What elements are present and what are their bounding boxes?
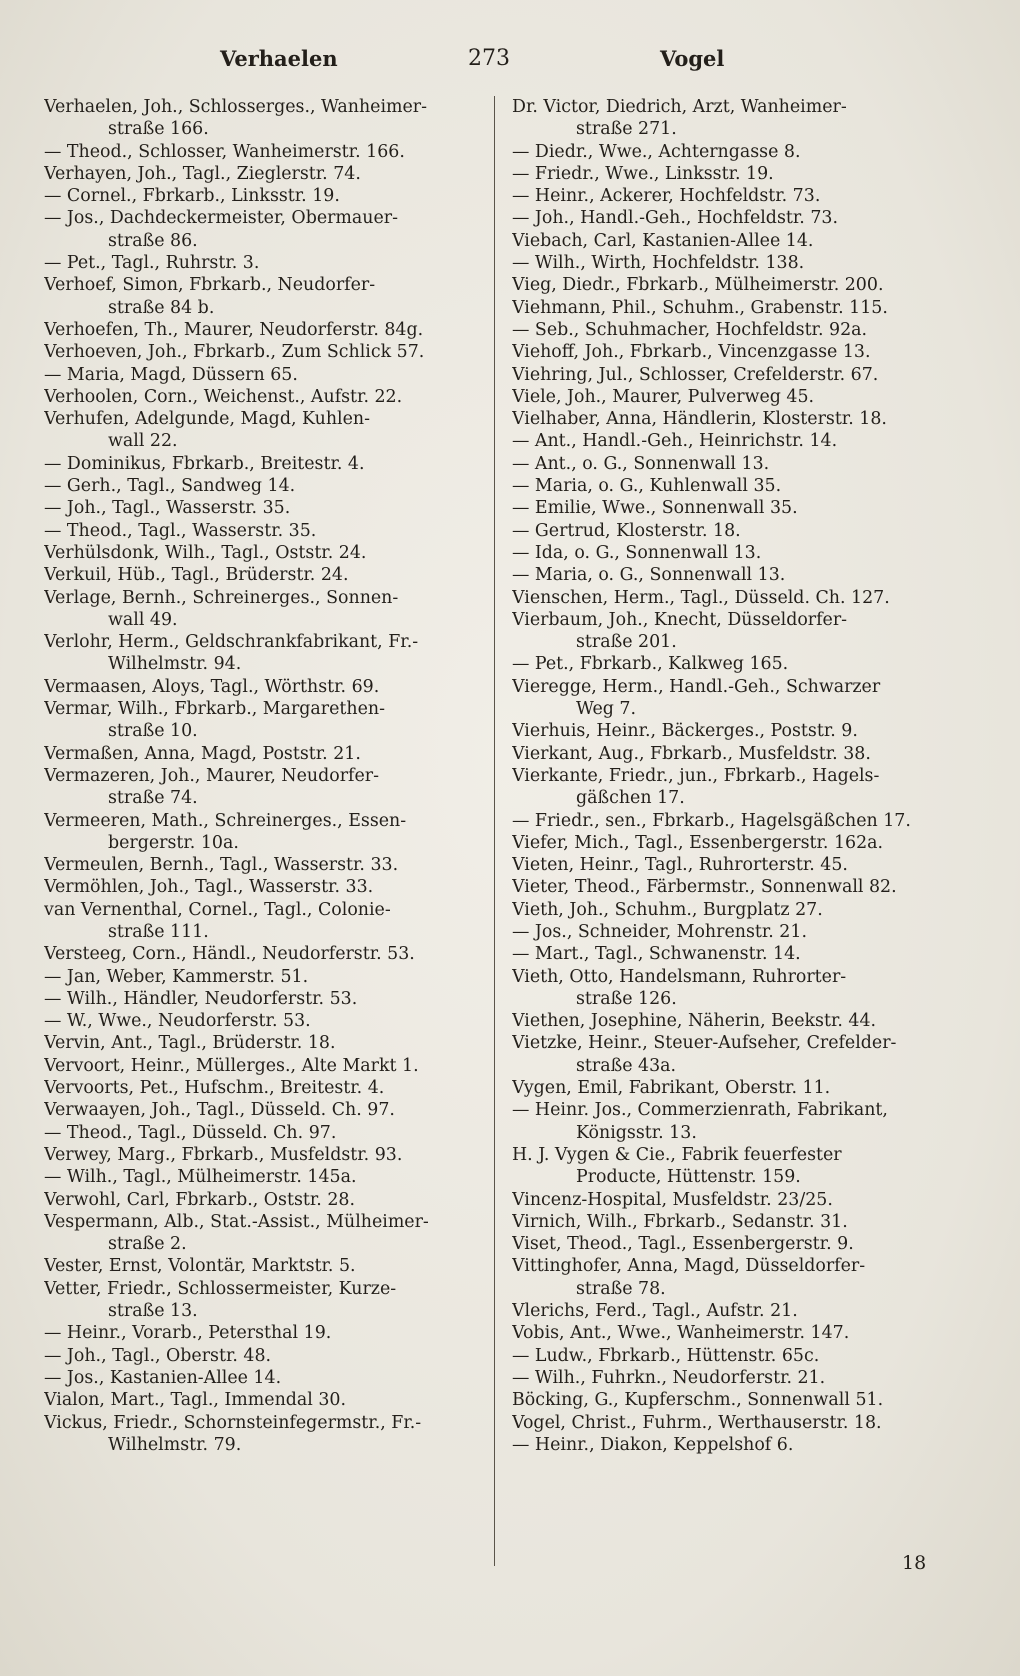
directory-line: — Jos., Kastanien-Allee 14.	[44, 1367, 282, 1388]
directory-line: Verlohr, Herm., Geldschrankfabrikant, Fr.-	[44, 632, 419, 653]
directory-line: Vierhuis, Heinr., Bäckerges., Poststr. 9.	[512, 721, 858, 742]
running-header	[0, 46, 1020, 76]
folio-mark: 18	[902, 1552, 927, 1574]
directory-line: — Pet., Tagl., Ruhrstr. 3.	[44, 253, 260, 274]
directory-line: — Dominikus, Fbrkarb., Breitestr. 4.	[44, 453, 365, 474]
directory-line: Vieg, Diedr., Fbrkarb., Mülheimerstr. 200.	[512, 275, 884, 296]
directory-line: — Seb., Schuhmacher, Hochfeldstr. 92a.	[512, 319, 868, 340]
directory-line: straße 111.	[108, 921, 209, 942]
directory-line: straße 271.	[576, 119, 677, 140]
directory-line: — Ant., o. G., Sonnenwall 13.	[512, 453, 770, 474]
directory-line: Vickus, Friedr., Schornsteinfegermstr., Fr.-	[44, 1412, 422, 1433]
directory-line: — Joh., Tagl., Oberstr. 48.	[44, 1345, 272, 1366]
directory-line: Verhoolen, Corn., Weichenst., Aufstr. 22.	[44, 386, 403, 407]
header-first-entry: Verhaelen	[220, 46, 338, 71]
directory-line: Viefer, Mich., Tagl., Essenbergerstr. 162a.	[512, 832, 884, 853]
directory-line: — Wilh., Tagl., Mülheimerstr. 145a.	[44, 1167, 357, 1188]
directory-line: Vermazeren, Joh., Maurer, Neudorfer-	[44, 765, 379, 786]
directory-line: Vermaasen, Aloys, Tagl., Wörthstr. 69.	[44, 676, 380, 697]
directory-line: Königsstr. 13.	[576, 1122, 697, 1143]
directory-line: — Joh., Handl.-Geh., Hochfeldstr. 73.	[512, 208, 838, 229]
left-column	[44, 96, 482, 1456]
header-last-entry: Vogel	[660, 46, 725, 71]
directory-line: Vlerichs, Ferd., Tagl., Aufstr. 21.	[512, 1301, 798, 1322]
directory-line: Weg 7.	[576, 699, 637, 720]
directory-line: straße 43a.	[576, 1055, 677, 1076]
directory-line: Vervoort, Heinr., Müllerges., Alte Markt 1.	[44, 1055, 419, 1076]
directory-line: Vieth, Otto, Handelsmann, Ruhrorter-	[512, 966, 847, 987]
directory-line: wall 22.	[108, 431, 178, 452]
directory-line: Vermeulen, Bernh., Tagl., Wasserstr. 33.	[44, 855, 399, 876]
directory-line: wall 49.	[108, 609, 178, 630]
directory-line: Verlage, Bernh., Schreinerges., Sonnen-	[44, 587, 399, 608]
directory-line: Verwohl, Carl, Fbrkarb., Oststr. 28.	[44, 1189, 355, 1210]
directory-line: Vietzke, Heinr., Steuer-Aufseher, Crefelder-	[512, 1033, 897, 1054]
directory-line: straße 2.	[108, 1234, 187, 1255]
directory-line: Vervin, Ant., Tagl., Brüderstr. 18.	[44, 1033, 336, 1054]
directory-line: straße 84 b.	[108, 297, 215, 318]
directory-line: Versteeg, Corn., Händl., Neudorferstr. 53.	[44, 944, 415, 965]
directory-line: bergerstr. 10a.	[108, 832, 239, 853]
directory-line: straße 13.	[108, 1301, 198, 1322]
directory-line: H. J. Vygen & Cie., Fabrik feuerfester	[512, 1144, 842, 1165]
directory-line: Wilhelmstr. 79.	[108, 1434, 242, 1455]
directory-line: straße 86.	[108, 230, 198, 251]
column-divider	[494, 96, 495, 1566]
directory-line: — Wilh., Fuhrkn., Neudorferstr. 21.	[512, 1367, 826, 1388]
directory-line: Vetter, Friedr., Schlossermeister, Kurze-	[44, 1278, 397, 1299]
directory-line: Vierkant, Aug., Fbrkarb., Musfeldstr. 38.	[512, 743, 871, 764]
directory-line: Virnich, Wilh., Fbrkarb., Sedanstr. 31.	[512, 1211, 848, 1232]
directory-line: Viehoff, Joh., Fbrkarb., Vincenzgasse 13.	[512, 342, 871, 363]
directory-line: Verhayen, Joh., Tagl., Zieglerstr. 74.	[44, 163, 361, 184]
directory-line: Vierkante, Friedr., jun., Fbrkarb., Hagels-	[512, 765, 880, 786]
directory-line: Verhoefen, Th., Maurer, Neudorferstr. 84g.	[44, 319, 424, 340]
right-column	[512, 96, 944, 1456]
directory-line: Vienschen, Herm., Tagl., Düsseld. Ch. 127.	[512, 587, 890, 608]
directory-line: Vieth, Joh., Schuhm., Burgplatz 27.	[512, 899, 823, 920]
directory-line: Böcking, G., Kupferschm., Sonnenwall 51.	[512, 1390, 884, 1411]
page-number: 273	[468, 46, 510, 71]
directory-line: — Maria, o. G., Sonnenwall 13.	[512, 565, 786, 586]
directory-line: — Heinr., Diakon, Keppelshof 6.	[512, 1434, 794, 1455]
directory-line: — Ludw., Fbrkarb., Hüttenstr. 65c.	[512, 1345, 820, 1366]
directory-line: straße 10.	[108, 721, 198, 742]
directory-line: Vogel, Christ., Fuhrm., Werthauserstr. 18.	[512, 1412, 882, 1433]
directory-line: Viebach, Carl, Kastanien-Allee 14.	[512, 230, 814, 251]
directory-line: Verhoef, Simon, Fbrkarb., Neudorfer-	[44, 275, 376, 296]
directory-line: — Theod., Tagl., Wasserstr. 35.	[44, 520, 317, 541]
directory-line: Dr. Victor, Diedrich, Arzt, Wanheimer-	[512, 97, 847, 117]
directory-line: Vygen, Emil, Fabrikant, Oberstr. 11.	[512, 1078, 831, 1099]
directory-line: — Emilie, Wwe., Sonnenwall 35.	[512, 498, 798, 519]
directory-line: — Maria, Magd, Düssern 65.	[44, 364, 298, 385]
directory-line: Vielhaber, Anna, Händlerin, Klosterstr. 18.	[512, 409, 887, 430]
directory-line: — W., Wwe., Neudorferstr. 53.	[44, 1011, 311, 1032]
directory-line: straße 166.	[108, 119, 209, 140]
directory-line: — Heinr., Vorarb., Petersthal 19.	[44, 1323, 332, 1344]
directory-line: Viele, Joh., Maurer, Pulverweg 45.	[512, 386, 815, 407]
directory-line: Viset, Theod., Tagl., Essenbergerstr. 9.	[512, 1234, 854, 1255]
directory-line: — Mart., Tagl., Schwanenstr. 14.	[512, 944, 801, 965]
directory-line: Wilhelmstr. 94.	[108, 654, 242, 675]
directory-line: Verhaelen, Joh., Schlosserges., Wanheimer-	[44, 97, 427, 117]
directory-line: gäßchen 17.	[576, 788, 685, 809]
directory-line: — Wilh., Händler, Neudorferstr. 53.	[44, 988, 358, 1009]
directory-line: — Jan, Weber, Kammerstr. 51.	[44, 966, 309, 987]
directory-line: — Wilh., Wirth, Hochfeldstr. 138.	[512, 253, 805, 274]
directory-line: Producte, Hüttenstr. 159.	[576, 1167, 801, 1188]
directory-line: — Jos., Dachdeckermeister, Obermauer-	[44, 208, 398, 229]
directory-line: Vermaßen, Anna, Magd, Poststr. 21.	[44, 743, 361, 764]
directory-line: — Jos., Schneider, Mohrenstr. 21.	[512, 921, 807, 942]
directory-line: straße 78.	[576, 1278, 666, 1299]
directory-line: — Maria, o. G., Kuhlenwall 35.	[512, 476, 782, 497]
directory-line: — Theod., Tagl., Düsseld. Ch. 97.	[44, 1122, 337, 1143]
directory-line: Verhoeven, Joh., Fbrkarb., Zum Schlick 57.	[44, 342, 425, 363]
directory-line: Verwaayen, Joh., Tagl., Düsseld. Ch. 97.	[44, 1100, 395, 1121]
directory-line: — Friedr., Wwe., Linksstr. 19.	[512, 163, 774, 184]
directory-line: Vierbaum, Joh., Knecht, Düsseldorfer-	[512, 609, 848, 630]
directory-line: Vester, Ernst, Volontär, Marktstr. 5.	[44, 1256, 356, 1277]
directory-line: — Pet., Fbrkarb., Kalkweg 165.	[512, 654, 789, 675]
directory-line: Vieregge, Herm., Handl.-Geh., Schwarzer	[512, 676, 881, 697]
directory-line: Viehring, Jul., Schlosser, Crefelderstr. 67.	[512, 364, 879, 385]
directory-line: Vieten, Heinr., Tagl., Ruhrorterstr. 45.	[512, 855, 848, 876]
directory-line: — Heinr., Ackerer, Hochfeldstr. 73.	[512, 186, 821, 207]
directory-line: — Diedr., Wwe., Achterngasse 8.	[512, 141, 801, 162]
directory-line: — Friedr., sen., Fbrkarb., Hagelsgäßchen 17.	[512, 810, 911, 831]
directory-line: — Ant., Handl.-Geh., Heinrichstr. 14.	[512, 431, 838, 452]
directory-line: Vobis, Ant., Wwe., Wanheimerstr. 147.	[512, 1323, 850, 1344]
directory-line: — Cornel., Fbrkarb., Linksstr. 19.	[44, 186, 340, 207]
directory-line: — Ida, o. G., Sonnenwall 13.	[512, 542, 762, 563]
directory-line: Viethen, Josephine, Näherin, Beekstr. 44.	[512, 1011, 877, 1032]
directory-line: Vittinghofer, Anna, Magd, Düsseldorfer-	[512, 1256, 866, 1277]
directory-line: Vespermann, Alb., Stat.-Assist., Mülheimer-	[44, 1211, 429, 1232]
directory-line: — Gertrud, Klosterstr. 18.	[512, 520, 741, 541]
directory-line: Vieter, Theod., Färbermstr., Sonnenwall 82.	[512, 877, 897, 898]
directory-line: straße 126.	[576, 988, 677, 1009]
directory-line: — Gerh., Tagl., Sandweg 14.	[44, 476, 296, 497]
directory-line: Vervoorts, Pet., Hufschm., Breitestr. 4.	[44, 1078, 385, 1099]
directory-line: straße 201.	[576, 632, 677, 653]
directory-line: Vermöhlen, Joh., Tagl., Wasserstr. 33.	[44, 877, 374, 898]
directory-line: Verhülsdonk, Wilh., Tagl., Oststr. 24.	[44, 542, 367, 563]
directory-line: Vialon, Mart., Tagl., Immendal 30.	[44, 1390, 347, 1411]
directory-line: Vermar, Wilh., Fbrkarb., Margarethen-	[44, 699, 385, 720]
directory-line: — Heinr. Jos., Commerzienrath, Fabrikant,	[512, 1100, 888, 1121]
directory-line: — Theod., Schlosser, Wanheimerstr. 166.	[44, 141, 405, 162]
directory-line: Vermeeren, Math., Schreinerges., Essen-	[44, 810, 407, 831]
directory-line: Vincenz-Hospital, Musfeldstr. 23/25.	[512, 1189, 833, 1210]
directory-line: — Joh., Tagl., Wasserstr. 35.	[44, 498, 291, 519]
directory-line: Viehmann, Phil., Schuhm., Grabenstr. 115.	[512, 297, 888, 318]
directory-line: Verhufen, Adelgunde, Magd, Kuhlen-	[44, 409, 370, 430]
directory-line: Verwey, Marg., Fbrkarb., Musfeldstr. 93.	[44, 1144, 403, 1165]
directory-line: straße 74.	[108, 788, 198, 809]
directory-line: van Vernenthal, Cornel., Tagl., Colonie-	[44, 899, 391, 920]
directory-line: Verkuil, Hüb., Tagl., Brüderstr. 24.	[44, 565, 349, 586]
